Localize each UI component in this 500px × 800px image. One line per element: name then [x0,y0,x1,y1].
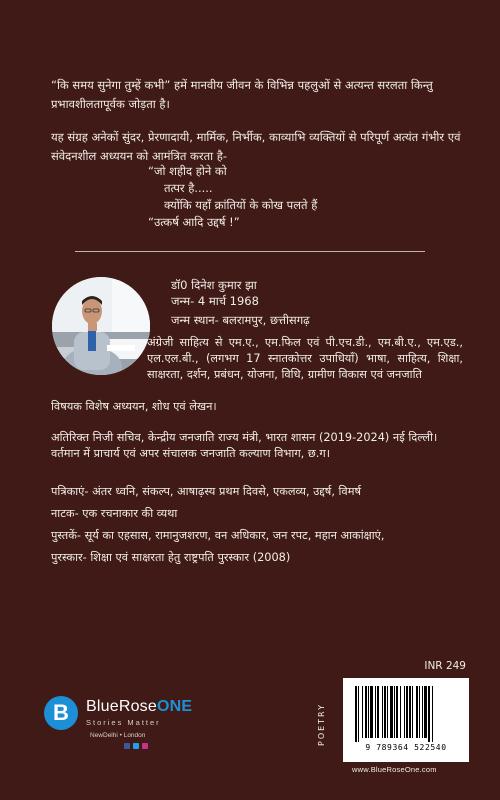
barcode-bar [390,686,393,738]
author-photo-illustration [52,277,150,375]
works-magazines: पत्रिकाएं- अंतर ध्वनि, संकल्प, आषाढ़स्य प्रथम दिवसे, एकलव्य, उद्दर्ष, विमर्ष [51,485,362,498]
barcode-bar [406,686,408,738]
barcode-bar [358,686,359,742]
poem-line: “जो शहीद होने को [148,164,227,178]
facebook-icon [124,743,130,749]
intro-paragraph-2: यह संग्रह अनेकों सुंदर, प्रेरणादायी, मार्मिक, निर्भीक, काव्याभि व्यक्तियों से परिपूर्ण अत्यंत गंभीर एवं संवेदनशील अध्ययन को आमंत्रित करता है- [51,130,461,163]
poem-line: तत्पर है..... [164,181,213,195]
barcode-bar [394,686,395,738]
social-icons [124,743,148,749]
publisher-cities: NewDelhi • London [90,732,146,739]
twitter-icon [133,743,139,749]
publisher-name [86,698,192,716]
works-books: पुस्तकें- सूर्य का एहसास, रामानुजशरण, वन अधिकार, जन रपट, महान आकांक्षाएं, [51,529,385,542]
isbn-number: 9 789364 522540 [365,743,447,752]
barcode-bar [382,686,383,738]
author-bio-continued: विषयक विशेष अध्ययन, शोध एवं लेखन। [51,400,217,413]
poem-line: क्योंकि यहाँ क्रांतियों के कोख पलते हैं [164,198,318,212]
author-birthplace: जन्म स्थान- बलरामपुर, छत्तीसगढ़ [171,313,310,327]
author-info [171,277,310,328]
genre-label: POETRY [317,703,326,747]
instagram-icon [142,743,148,749]
barcode-bar [412,686,413,738]
barcode-bar [384,686,386,738]
publisher-name-part-1: BlueRose [86,698,157,715]
author-bio: अंग्रेजी साहित्य से एम.ए., एम.फिल एवं पी.एच.डी., एम.बी.ए., एम.एड., एल.एल.बी., (लगभग 17 स्नातकोत्तर उपाधियाँ) भाषा, साहित्य, शिक्षा, साक्षरता, दर्शन, प्रबंधन, योजना, विधि, ग्रामीण विकास एवं जनजाति [147,336,463,381]
barcode-bar [365,686,367,738]
publisher-website: www.BlueRoseOne.com [352,765,437,774]
barcode-bar [355,686,357,742]
barcode-bar [377,686,379,738]
publisher-tagline: Stories Matter [86,718,161,727]
poem-line: “उत्कर्ष आदि उद्दर्ष !” [148,215,240,229]
author-works [51,484,466,572]
barcode-bar [368,686,369,738]
barcode-bar [428,686,430,742]
barcode-bar [422,686,423,738]
barcode-bar [424,686,427,738]
barcode-bar [432,686,433,742]
intro-paragraph-1: “कि समय सुनेगा तुम्हें कभी” हमें मानवीय जीवन के विभिन्न पहलुओं से अत्यन्त सरलता किन्तु प्रभावशीलतापूर्वक जोड़ता है। [51,78,433,111]
barcode-bar [362,686,363,738]
barcode-bar [387,686,388,738]
author-positions: अतिरिक्त निजी सचिव, केन्द्रीय जनजाति राज्य मंत्री, भारत शासन (2019-2024) नई दिल्ली। वर्तमान में प्राचार्य एवं अपर संचालक जनजाति कल्याण विभाग, छ.ग। [51,431,438,460]
barcode [343,678,469,762]
works-play: नाटक- एक रचनाकार की व्यथा [51,507,178,520]
barcode-bars [351,686,461,742]
publisher-logo [44,696,244,766]
publisher-logo-mark: B [44,696,78,730]
barcode-bar [396,686,398,738]
barcode-bar [400,686,401,738]
barcode-bar [419,686,420,738]
works-award: पुरस्कार- शिक्षा एवं साक्षरता हेतु राष्ट्रपति पुरस्कार (2008) [51,551,291,564]
barcode-bar [404,686,405,738]
author-birth: जन्म- 4 मार्च 1968 [171,294,259,308]
divider-line [75,251,425,252]
price-label: INR 249 [424,660,466,672]
author-name: डॉ0 दिनेश कुमार झा [171,278,257,292]
barcode-bar [416,686,418,738]
publisher-name-part-2: ONE [156,698,193,715]
author-photo [52,277,150,375]
barcode-bar [375,686,376,738]
barcode-bar [370,686,373,738]
poem-excerpt [148,163,317,231]
barcode-bar [409,686,411,738]
